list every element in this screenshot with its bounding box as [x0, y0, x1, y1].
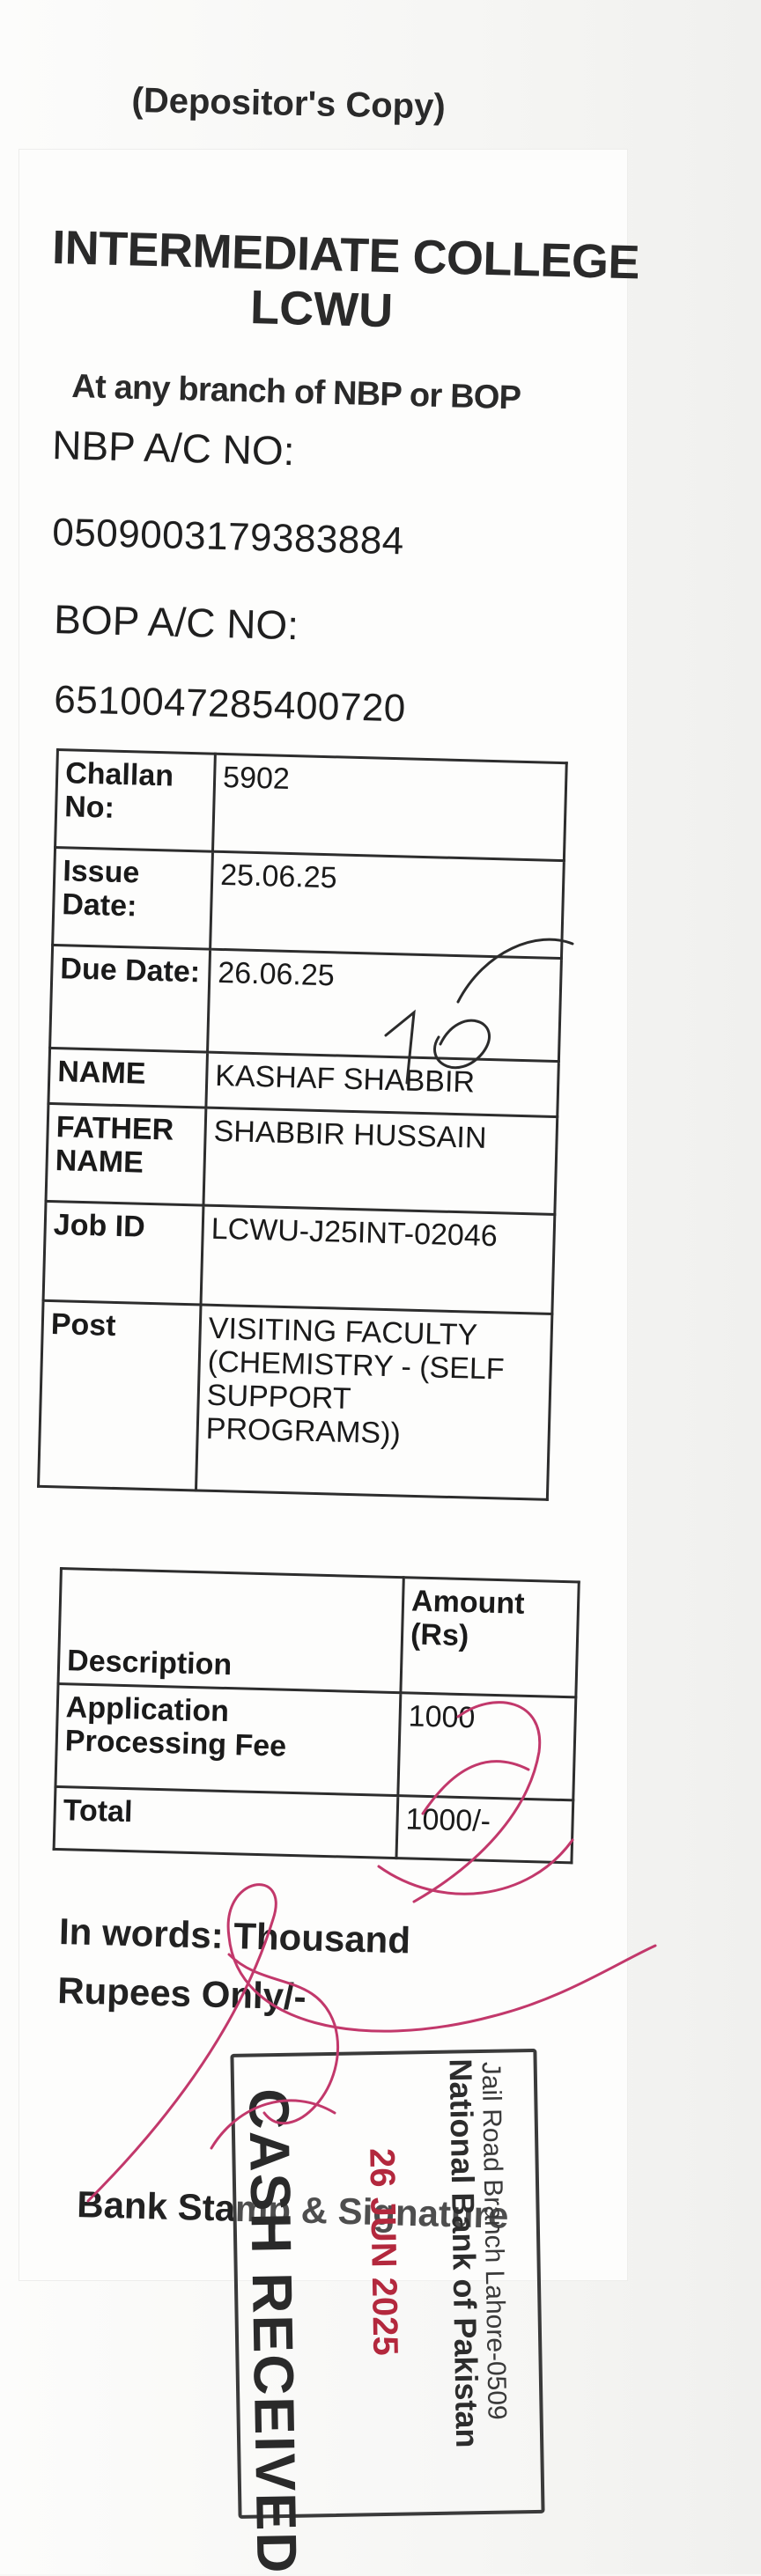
table-row — [39, 1300, 552, 1499]
total-label: Total — [54, 1786, 398, 1858]
fee-table-wrap — [53, 1567, 580, 1864]
nbp-account-number: 0509003179383884 — [51, 511, 405, 563]
table-header-row — [58, 1569, 579, 1697]
name-value: KASHAF SHABBIR — [206, 1052, 559, 1116]
bank-stamp-signature-label: Bank Stamp & Signature — [76, 2183, 509, 2236]
college-title: INTERMEDIATE COLLEGE — [51, 220, 640, 290]
amount-header: Amount (Rs) — [401, 1578, 579, 1697]
challan-no-label: Challan No: — [55, 750, 216, 852]
total-amount: 1000/- — [396, 1796, 573, 1863]
table-row — [55, 1683, 576, 1800]
table-row — [53, 848, 565, 959]
name-label: NAME — [48, 1048, 208, 1108]
stamp-bank-name: National Bank of Pakistan — [442, 2058, 486, 2448]
table-row — [54, 1786, 573, 1862]
copy-label: (Depositor's Copy) — [131, 81, 447, 127]
table-row — [50, 945, 562, 1061]
bank-stamp — [212, 2049, 551, 2576]
cash-received-text: CASH RECEIVED — [237, 2087, 309, 2576]
job-id-label: Job ID — [43, 1201, 203, 1305]
challan-info-table-wrap — [37, 748, 568, 1501]
challan-info-table — [37, 748, 568, 1501]
college-subtitle: LCWU — [249, 280, 394, 338]
due-date-value: 26.06.25 — [208, 949, 562, 1061]
fee-table — [53, 1567, 580, 1864]
stamp-branch: Jail Road Branch Lahore-0509 — [476, 2061, 512, 2420]
bop-account-label: BOP A/C NO: — [53, 595, 299, 649]
challan-no-value: 5902 — [212, 754, 566, 860]
table-row — [55, 750, 567, 861]
fee-amount: 1000 — [398, 1693, 576, 1800]
father-name-value: SHABBIR HUSSAIN — [203, 1108, 558, 1214]
amount-in-words: In words: Thousand Rupees Only/- — [56, 1910, 411, 2018]
post-value: VISITING FACULTY (CHEMISTRY - (SELF SUPPORT PROGRAMS)) — [196, 1305, 551, 1499]
branch-line: At any branch of NBP or BOP — [70, 368, 521, 417]
post-label: Post — [39, 1300, 201, 1490]
issue-date-value: 25.06.25 — [211, 851, 565, 958]
issue-date-label: Issue Date: — [53, 848, 213, 950]
description-header: Description — [58, 1569, 403, 1693]
table-row — [43, 1201, 555, 1314]
job-id-value: LCWU-J25INT-02046 — [201, 1205, 555, 1314]
table-row — [46, 1103, 558, 1214]
due-date-label: Due Date: — [50, 945, 211, 1052]
nbp-account-label: NBP A/C NO: — [51, 421, 296, 475]
father-name-label: FATHER NAME — [46, 1103, 206, 1205]
stamp-date: 26 JUN 2025 — [362, 2147, 405, 2357]
bop-account-number: 6510047285400720 — [53, 678, 407, 731]
fee-description: Application Processing Fee — [55, 1683, 401, 1795]
